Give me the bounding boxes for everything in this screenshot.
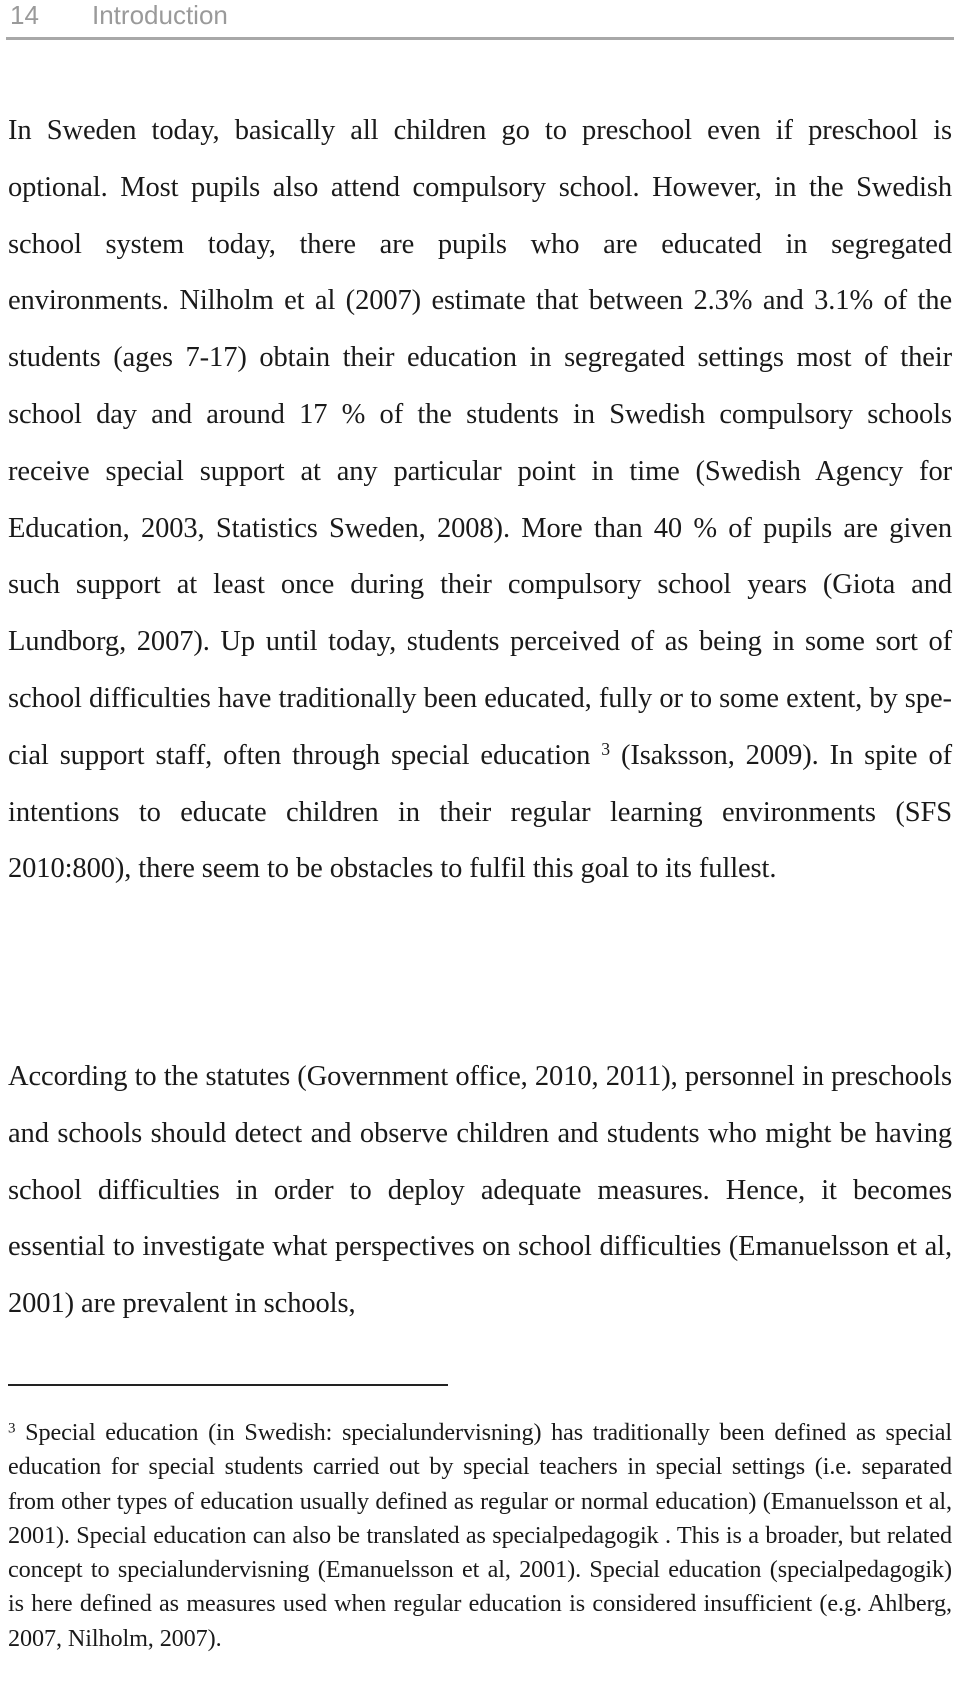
footnote-text: Special education (in Swedish: specialundervisning) has traditionally been defined as special education for special students carried out by special teachers in special settings (i.e. separated from other types of education usually defined as regular or normal education) (Emanuelsson et al, 2001). Special education can also be translated as specialpedagogik . This is a broader, but related concept to specialundervisning (Emanuelsson et al, 2001). Special education (specialpedagogik) is here defined as measures used when regular education is considered insufficient (e.g. Ahlberg, 2007, Nilholm, 2007). xyxy=(8,1419,952,1652)
running-header xyxy=(6,0,954,40)
running-title: Introduction xyxy=(92,0,228,30)
footnote-separator xyxy=(8,1384,448,1386)
paragraph-2: According to the statutes (Government office, 2010, 2011), personnel in preschools and schools should detect and observe children and students who might be having school difficulties in order to deploy adequate measures. Hence, it becomes essential to investigate what perspectives on school difficulties (Emanuelsson et al, 2001) are prevalent in schools, xyxy=(8,1061,952,1320)
paragraph-1-text-b: (Isaksson, 2009). In spite of intentions to educate children in their regular learning environments (SFS 2010:800), there seem to be obstacles to fulfil this goal to its fullest. xyxy=(8,739,952,885)
page-number: 14 xyxy=(10,0,39,30)
footnote-mark: 3 xyxy=(8,1420,16,1437)
paragraph-1 xyxy=(8,103,952,898)
footnote xyxy=(8,1416,952,1656)
paragraph-1-text-a: In Sweden today, basically all children go to preschool even if preschool is optional. Most pupils also attend compulsory school. However, in the Swedish school system today, there are pupils who are educated in segregated environments. Nilholm et al (2007) estimate that between 2.3% and 3.1% of the students (ages 7-17) obtain their education in segregated settings most of their school day and around 17 % of the students in Swedish compulsory schools receive special support at any particular point in time (Swedish Agency for Education, 2003, Statistics Sweden, 2008). More than 40 % of pupils are given such support at least once during their compulsory school years (Giota and Lundborg, 2007). Up until today, students perceived of as being in some sort of school difficulties have traditionally been educated, fully or to some extent, by special support staff, often through special education xyxy=(8,115,952,771)
footnote-reference: 3 xyxy=(601,738,610,759)
